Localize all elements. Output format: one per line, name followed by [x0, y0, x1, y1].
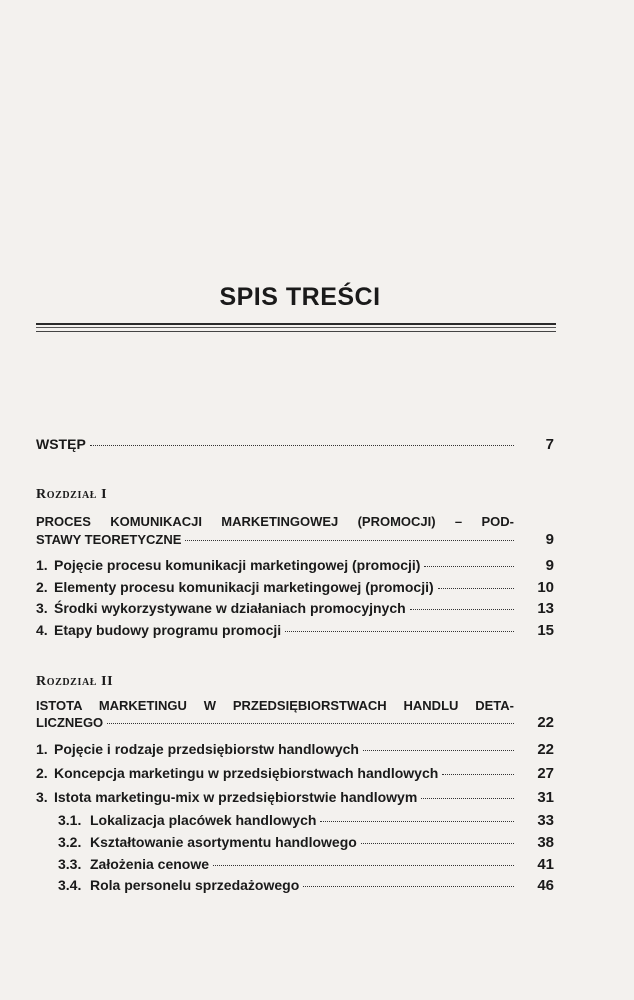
- page-title: SPIS TREŚCI: [219, 283, 381, 311]
- entry-label: Lokalizacja placówek handlowych: [90, 812, 317, 828]
- entry-page: 22: [537, 714, 554, 731]
- entry-page: 41: [537, 856, 554, 873]
- toc-entry-sub[interactable]: [58, 877, 554, 894]
- toc-entry-sub[interactable]: [58, 812, 554, 829]
- entry-page: 27: [537, 765, 554, 782]
- entry-number: 3.2.: [58, 834, 82, 850]
- leader-dots: [285, 631, 514, 632]
- entry-page: 9: [545, 557, 554, 574]
- toc-entry-sub[interactable]: [58, 856, 554, 873]
- leader-dots: [185, 540, 514, 541]
- toc-entry-sub[interactable]: [58, 834, 554, 851]
- entry-number: 3.3.: [58, 856, 82, 872]
- entry-label: Pojęcie i rodzaje przedsiębiorstw handlowych: [54, 741, 359, 757]
- entry-label: Założenia cenowe: [90, 856, 210, 872]
- leader-dots: [421, 798, 514, 799]
- entry-page: 15: [537, 622, 554, 639]
- chapter-title-line1: PROCES KOMUNIKACJI MARKETINGOWEJ (PROMOCJI) – POD-: [36, 514, 514, 529]
- leader-dots: [438, 588, 514, 589]
- entry-label: Środki wykorzystywane w działaniach promocyjnych: [54, 600, 406, 616]
- entry-number: 3.1.: [58, 812, 82, 828]
- leader-dots: [363, 750, 514, 751]
- leader-dots: [90, 445, 514, 446]
- entry-page: 9: [545, 531, 554, 548]
- leader-dots: [410, 609, 514, 610]
- entry-number: 4.: [36, 622, 48, 638]
- toc-entry[interactable]: [36, 789, 554, 806]
- entry-page: 31: [537, 789, 554, 806]
- leader-dots: [442, 774, 514, 775]
- entry-label: STAWY TEORETYCZNE: [36, 532, 182, 547]
- leader-dots: [361, 843, 514, 844]
- entry-label: LICZNEGO: [36, 715, 104, 730]
- leader-dots: [107, 723, 514, 724]
- entry-label: Etapy budowy programu promocji: [54, 622, 282, 638]
- toc-entry-chapter-1[interactable]: [36, 531, 554, 548]
- leader-dots: [303, 886, 514, 887]
- entry-label: Pojęcie procesu komunikacji marketingowej (promocji): [54, 557, 421, 573]
- entry-page: 22: [537, 741, 554, 758]
- entry-page: 10: [537, 579, 554, 596]
- chapter-heading: Rozdział II: [36, 674, 114, 689]
- entry-number: 3.4.: [58, 877, 82, 893]
- chapter-heading: Rozdział I: [36, 487, 108, 502]
- entry-number: 2.: [36, 579, 48, 595]
- entry-label: Koncepcja marketingu w przedsiębiorstwach handlowych: [54, 765, 439, 781]
- entry-number: 2.: [36, 765, 48, 781]
- toc-entry[interactable]: [36, 557, 554, 574]
- entry-page: 7: [545, 436, 554, 453]
- entry-number: 3.: [36, 789, 48, 805]
- toc-entry[interactable]: [36, 765, 554, 782]
- entry-label: Elementy procesu komunikacji marketingowej (promocji): [54, 579, 434, 595]
- toc-entry-intro[interactable]: [36, 436, 554, 453]
- entry-page: 13: [537, 600, 554, 617]
- leader-dots: [213, 865, 514, 866]
- entry-number: 1.: [36, 557, 48, 573]
- entry-page: 46: [537, 877, 554, 894]
- leader-dots: [424, 566, 514, 567]
- chapter-title-line1: ISTOTA MARKETINGU W PRZEDSIĘBIORSTWACH HANDLU DETA-: [36, 698, 514, 713]
- entry-label: Rola personelu sprzedażowego: [90, 877, 300, 893]
- title-rule: [36, 323, 556, 332]
- entry-page: 33: [537, 812, 554, 829]
- entry-number: 1.: [36, 741, 48, 757]
- toc-entry[interactable]: [36, 600, 554, 617]
- toc-entry[interactable]: [36, 622, 554, 639]
- toc-entry-chapter-2[interactable]: [36, 714, 554, 731]
- entry-page: 38: [537, 834, 554, 851]
- toc-entry[interactable]: [36, 741, 554, 758]
- entry-label: WSTĘP: [36, 436, 86, 452]
- entry-label: Kształtowanie asortymentu handlowego: [90, 834, 357, 850]
- entry-number: 3.: [36, 600, 48, 616]
- toc-entry[interactable]: [36, 579, 554, 596]
- entry-label: Istota marketingu-mix w przedsiębiorstwie handlowym: [54, 789, 418, 805]
- leader-dots: [320, 821, 514, 822]
